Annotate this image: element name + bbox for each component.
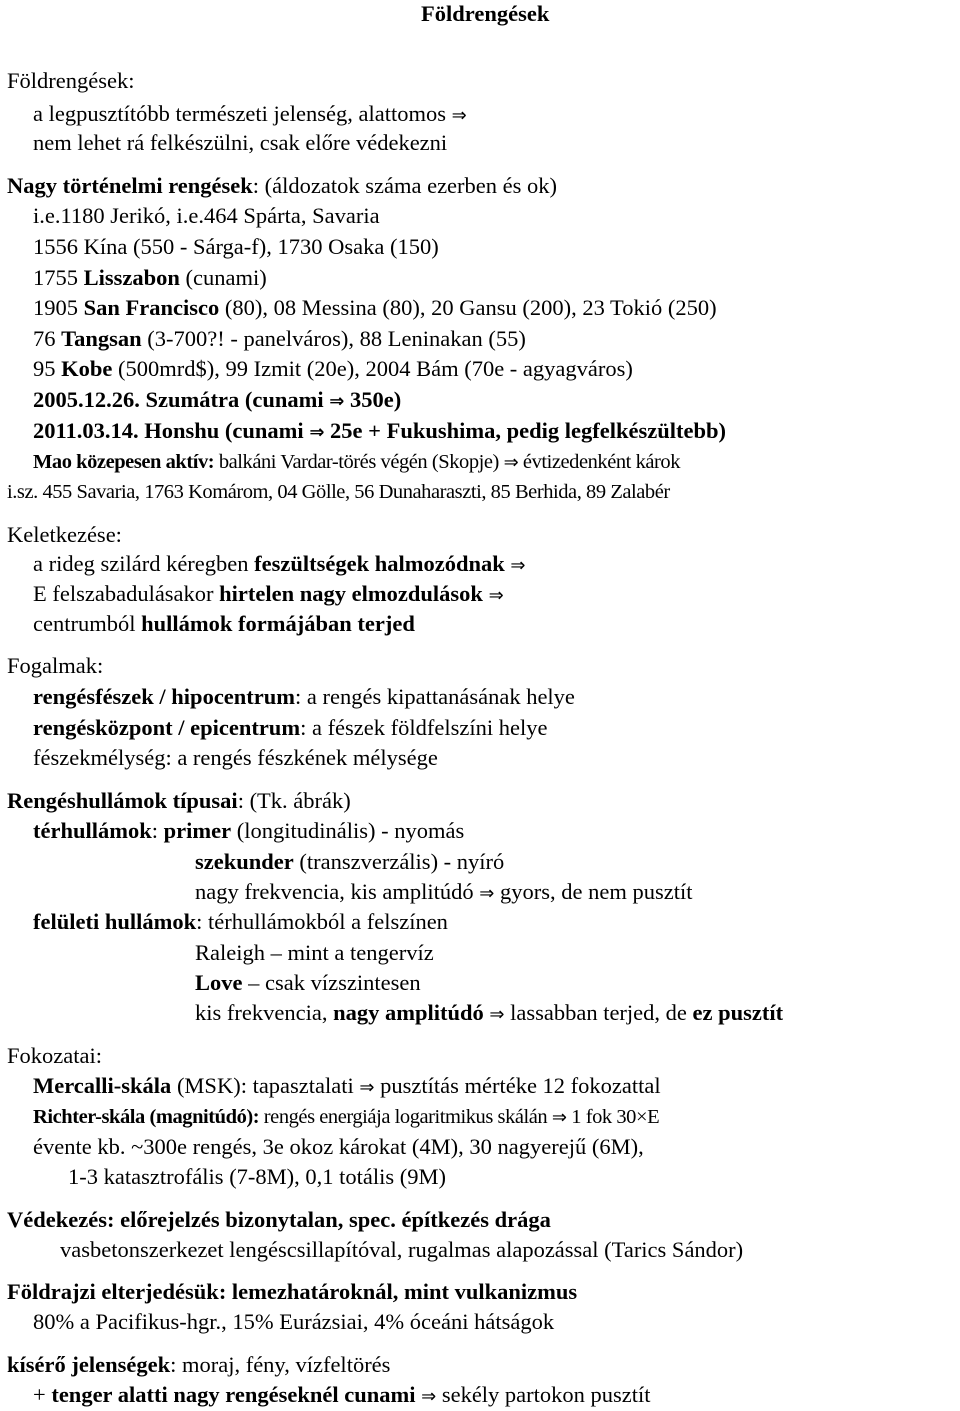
history-line-4: [33, 294, 717, 322]
waves-line-7-d: ez pusztít: [692, 1000, 784, 1025]
defense-heading-b: építkezés drága: [401, 1207, 551, 1232]
origin-line-2-b: hirtelen nagy elmozdulások: [219, 581, 483, 606]
scales-line-2: [33, 1103, 659, 1131]
defense-heading: [7, 1206, 551, 1234]
concepts-line-2: [33, 714, 547, 742]
scales-line-2-d: E: [647, 1106, 660, 1128]
waves-heading-bold: Rengéshullámok típusai: [7, 788, 238, 813]
origin-line-2-a: E felszabadulásakor: [33, 581, 220, 606]
side-line-1: [33, 1381, 651, 1409]
distribution-line-1: 80% a Pacifikus-hgr., 15% Eurázsiai, 4% óceáni hátságok: [33, 1309, 555, 1334]
side-line-1-a: +: [33, 1382, 52, 1407]
implies-arrow-icon: ⇒: [451, 105, 467, 126]
concepts-line-3: fészekmélység: a rengés fészkének mélysége: [33, 745, 438, 770]
waves-line-1-d: (longitudinális) - nyomás: [231, 818, 465, 843]
history-line-5: [33, 325, 526, 353]
history-line-2: 1556 Kína (550 - Sárga-f), 1730 Osaka (150): [33, 234, 439, 259]
side-heading-rest: : moraj, fény, vízfeltörés: [170, 1352, 391, 1377]
waves-line-6-a: Love: [195, 970, 243, 995]
intro-line-1: [33, 100, 467, 128]
side-heading-bold: kísérő jelenségek: [7, 1352, 171, 1377]
implies-arrow-icon: ⇒: [510, 555, 526, 576]
scales-line-1-b: (MSK): tapasztalati: [171, 1073, 354, 1098]
concepts-line-1: [33, 683, 575, 711]
concepts-line-1-b: : a rengés kipattanásának helye: [295, 684, 575, 709]
intro-line-2: nem lehet rá felkészülni, csak előre védekezni: [33, 130, 448, 155]
waves-line-7-b: nagy amplitúdó: [333, 1000, 484, 1025]
page-title: Földrengések: [421, 1, 550, 26]
origin-line-1-b: feszültségek halmozódnak: [254, 551, 505, 576]
history-line-1: i.e.1180 Jerikó, i.e.464 Spárta, Savaria: [33, 203, 380, 228]
waves-line-7: [195, 999, 783, 1027]
waves-line-7-c: lassabban terjed, de: [510, 1000, 693, 1025]
implies-arrow-icon: ⇒: [309, 422, 325, 443]
waves-heading-rest: : (Tk. ábrák): [237, 788, 351, 813]
waves-line-5: Raleigh – mint a tengervíz: [195, 940, 434, 965]
waves-line-4-a: felületi hullámok: [33, 909, 197, 934]
history-line-3-a: 1755: [33, 265, 84, 290]
intro-heading-text: Földrengések:: [7, 68, 135, 93]
implies-arrow-icon: ⇒: [421, 1386, 437, 1407]
history-line-9-a: Mao közepesen aktív:: [33, 451, 215, 473]
implies-arrow-icon: ⇒: [329, 391, 345, 412]
history-line-3-b: Lisszabon: [83, 265, 180, 290]
scales-line-1-a: Mercalli-skála: [33, 1073, 172, 1098]
waves-line-3: [195, 878, 693, 906]
scales-line-2-a: Richter-skála (magnitúdó):: [33, 1106, 260, 1128]
history-heading-bold: Nagy történelmi rengések: [7, 173, 253, 198]
history-line-7-a: 2005.12.26. Szumátra (cunami: [33, 387, 324, 412]
history-line-4-c: (80), 08 Messina (80), 20 Gansu (200), 23 Tokió (250): [219, 295, 717, 320]
waves-line-4: [33, 908, 448, 936]
origin-line-3-a: centrumból: [33, 611, 142, 636]
waves-line-1-a: térhullámok: [33, 818, 152, 843]
history-line-3-c: (cunami): [179, 265, 267, 290]
side-line-1-b: tenger alatti nagy rengéseknél cunami: [51, 1382, 416, 1407]
origin-line-2: [33, 580, 504, 608]
waves-line-4-b: : térhullámokból a felszínen: [196, 909, 448, 934]
history-line-7-b: 350e): [349, 387, 402, 412]
concepts-line-2-a: rengésközpont / epicentrum: [33, 715, 301, 740]
distribution-heading: Földrajzi elterjedésük: lemezhatároknál, mint vulkanizmus: [7, 1279, 578, 1304]
scales-line-3: évente kb. ~300e rengés, 3e okoz károkat (4M), 30 nagyerejű (6M),: [33, 1134, 644, 1159]
history-line-4-b: San Francisco: [83, 295, 220, 320]
origin-line-1-a: a rideg szilárd kéregben: [33, 551, 255, 576]
intro-line-1-text: a legpusztítóbb természeti jelenség, alattomos: [33, 101, 446, 126]
implies-arrow-icon: ⇒: [359, 1077, 375, 1098]
history-heading-rest: : (áldozatok száma ezerben és ok): [252, 173, 558, 198]
history-line-4-a: 1905: [33, 295, 84, 320]
waves-line-1: [33, 817, 464, 845]
history-line-8-b: 25e + Fukushima, pedig legfelkészültebb): [330, 418, 727, 443]
side-line-1-c: sekély partokon pusztít: [441, 1382, 651, 1407]
scales-line-2-b: rengés energiája logaritmikus skálán: [259, 1106, 548, 1128]
intro-heading: [7, 67, 134, 95]
history-line-6-b: Kobe: [61, 356, 113, 381]
history-line-5-c: (3-700?! - panelváros), 88 Leninakan (55): [141, 326, 526, 351]
history-line-3: [33, 264, 267, 292]
history-line-10: i.sz. 455 Savaria, 1763 Komárom, 04 Gölle, 56 Dunaharaszti, 85 Berhida, 89 Zalabér: [7, 481, 670, 503]
history-line-8-a: 2011.03.14. Honshu (cunami: [33, 418, 304, 443]
implies-arrow-icon: ⇒: [551, 1107, 567, 1128]
origin-line-3: [33, 610, 415, 638]
waves-line-6-b: – csak vízszintesen: [242, 970, 421, 995]
implies-arrow-icon: ⇒: [479, 883, 495, 904]
concepts-line-1-a: rengésfészek / hipocentrum: [33, 684, 296, 709]
history-line-6-a: 95: [33, 356, 62, 381]
scales-heading: Fokozatai:: [7, 1043, 102, 1068]
waves-line-2-a: szekunder: [195, 849, 294, 874]
history-line-9: [33, 448, 680, 476]
scales-line-4: 1-3 katasztrofális (7-8M), 0,1 totális (9M): [68, 1164, 447, 1189]
waves-line-3-b: gyors, de nem pusztít: [500, 879, 693, 904]
times-icon: ×: [635, 1106, 648, 1128]
history-line-8: [33, 417, 726, 445]
side-heading: [7, 1351, 390, 1379]
implies-arrow-icon: ⇒: [503, 452, 519, 473]
waves-line-2: [195, 848, 504, 876]
waves-heading: [7, 787, 351, 815]
history-line-6-c: (500mrd$), 99 Izmit (20e), 2004 Bám (70e - agyagváros): [112, 356, 633, 381]
waves-line-3-a: nagy frekvencia, kis amplitúdó: [195, 879, 474, 904]
origin-line-3-b: hullámok formájában terjed: [141, 611, 415, 636]
waves-line-7-a: kis frekvencia,: [195, 1000, 334, 1025]
implies-arrow-icon: ⇒: [488, 585, 504, 606]
defense-heading-a: Védekezés: előrejelzés bizonytalan, spec.: [7, 1207, 402, 1232]
history-line-9-b: balkáni Vardar-törés végén (Skopje): [214, 451, 499, 473]
waves-line-6: [195, 969, 421, 997]
history-line-5-a: 76: [33, 326, 62, 351]
history-heading: [7, 172, 557, 200]
concepts-line-2-b: : a fészek földfelszíni helye: [300, 715, 548, 740]
waves-line-2-b: (transzverzális) - nyíró: [293, 849, 505, 874]
history-line-9-c: évtizedenként károk: [522, 451, 681, 473]
scales-line-1-c: pusztítás mértéke 12 fokozattal: [380, 1073, 661, 1098]
implies-arrow-icon: ⇒: [489, 1004, 505, 1025]
waves-line-1-b: :: [151, 818, 164, 843]
scales-line-2-c: 1 fok 30: [571, 1106, 636, 1128]
origin-heading: Keletkezése:: [7, 522, 122, 547]
scales-line-1: [33, 1072, 661, 1100]
history-line-6: [33, 355, 633, 383]
waves-line-1-c: primer: [163, 818, 232, 843]
concepts-heading: Fogalmak:: [7, 653, 104, 678]
history-line-7: [33, 386, 401, 414]
origin-line-1: [33, 550, 526, 578]
defense-line-1: vasbetonszerkezet lengéscsillapítóval, rugalmas alapozással (Tarics Sándor): [60, 1237, 744, 1262]
history-line-5-b: Tangsan: [61, 326, 142, 351]
